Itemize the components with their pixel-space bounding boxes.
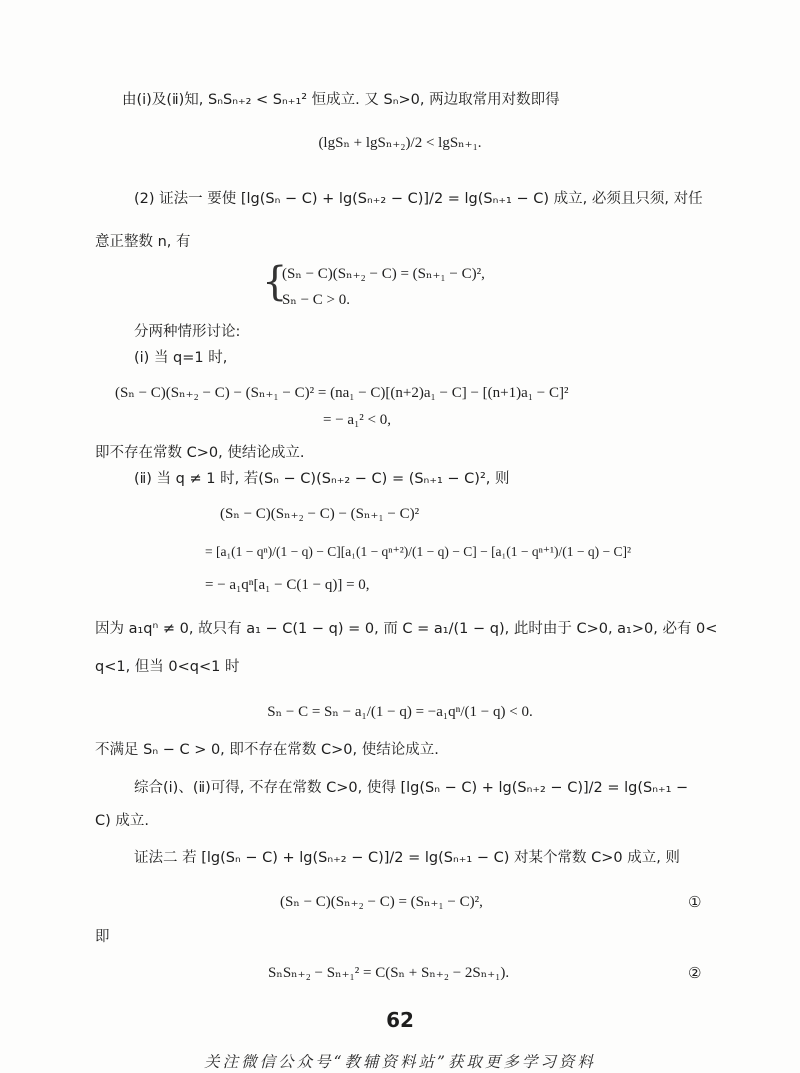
- page-number: 62: [386, 1008, 414, 1032]
- text-line-19: 不满足 Sₙ − C > 0, 即不存在常数 C>0, 使结论成立.: [95, 742, 439, 758]
- case-two-equation-3: = − a₁qⁿ[a₁ − C(1 − q)] = 0,: [205, 577, 370, 593]
- case-two-equation-2: = [a₁(1 − qⁿ)/(1 − q) − C][a₁(1 − qⁿ⁺²)/(1 − q) − C] − [a₁(1 − qⁿ⁺¹)/(1 − q) − C]²: [205, 544, 632, 559]
- footer-watermark: 关注微信公众号“教辅资料站”获取更多学习资料: [204, 1053, 596, 1071]
- case-two-heading: (ⅱ) 当 q ≠ 1 时, 若(Sₙ − C)(Sₙ₊₂ − C) = (Sₙ₊₁ − C)², 则: [134, 471, 510, 487]
- system-equation-1: (Sₙ − C)(Sₙ₊₂ − C) = (Sₙ₊₁ − C)²,: [282, 266, 485, 282]
- equation-number-2: ②: [688, 964, 702, 982]
- text-line-1: 由(ⅰ)及(ⅱ)知, SₙSₙ₊₂ < Sₙ₊₁² 恒成立. 又 Sₙ>0, 两边取常用对数即得: [122, 92, 560, 108]
- equation-two: SₙSₙ₊₂ − Sₙ₊₁² = C(Sₙ + Sₙ₊₂ − 2Sₙ₊₁).: [268, 965, 510, 981]
- text-line-4: 意正整数 n, 有: [95, 234, 191, 250]
- case-two-equation-1: (Sₙ − C)(Sₙ₊₂ − C) − (Sₙ₊₁ − C)²: [220, 506, 420, 522]
- text-line-16: 因为 a₁qⁿ ≠ 0, 故只有 a₁ − C(1 − q) = 0, 而 C = a₁/(1 − q), 此时由于 C>0, a₁>0, 必有 0<: [95, 621, 718, 637]
- text-line-24: 即: [95, 929, 110, 945]
- case-one-result: = − a₁² < 0,: [323, 412, 392, 428]
- equation-number-1: ①: [688, 893, 702, 911]
- text-line-11: 即不存在常数 C>0, 使结论成立.: [95, 445, 305, 461]
- text-line-21: C) 成立.: [95, 813, 149, 829]
- system-equation-2: Sₙ − C > 0.: [282, 292, 351, 308]
- system-brace: {: [262, 259, 288, 305]
- proof-method-one-line: (2) 证法一 要使 [lg(Sₙ − C) + lg(Sₙ₊₂ − C)]/2 = lg(Sₙ₊₁ − C) 成立, 必须且只须, 对任: [134, 191, 703, 207]
- text-line-7: 分两种情形讨论:: [134, 324, 241, 340]
- equation-one: (Sₙ − C)(Sₙ₊₂ − C) = (Sₙ₊₁ − C)²,: [280, 894, 483, 910]
- display-formula-2: Sₙ − C = Sₙ − a₁/(1 − q) = −a₁qⁿ/(1 − q) < 0.: [267, 704, 533, 720]
- text-line-20: 综合(ⅰ)、(ⅱ)可得, 不存在常数 C>0, 使得 [lg(Sₙ − C) + lg(Sₙ₊₂ − C)]/2 = lg(Sₙ₊₁ −: [134, 780, 689, 796]
- display-formula-1: (lgSₙ + lgSₙ₊₂)/2 < lgSₙ₊₁.: [318, 135, 482, 151]
- proof-method-two-line: 证法二 若 [lg(Sₙ − C) + lg(Sₙ₊₂ − C)]/2 = lg(Sₙ₊₁ − C) 对某个常数 C>0 成立, 则: [134, 850, 680, 866]
- case-one-heading: (ⅰ) 当 q=1 时,: [134, 350, 228, 366]
- case-one-equation: (Sₙ − C)(Sₙ₊₂ − C) − (Sₙ₊₁ − C)² = (na₁ − C)[(n+2)a₁ − C] − [(n+1)a₁ − C]²: [115, 385, 569, 401]
- text-line-17: q<1, 但当 0<q<1 时: [95, 659, 240, 675]
